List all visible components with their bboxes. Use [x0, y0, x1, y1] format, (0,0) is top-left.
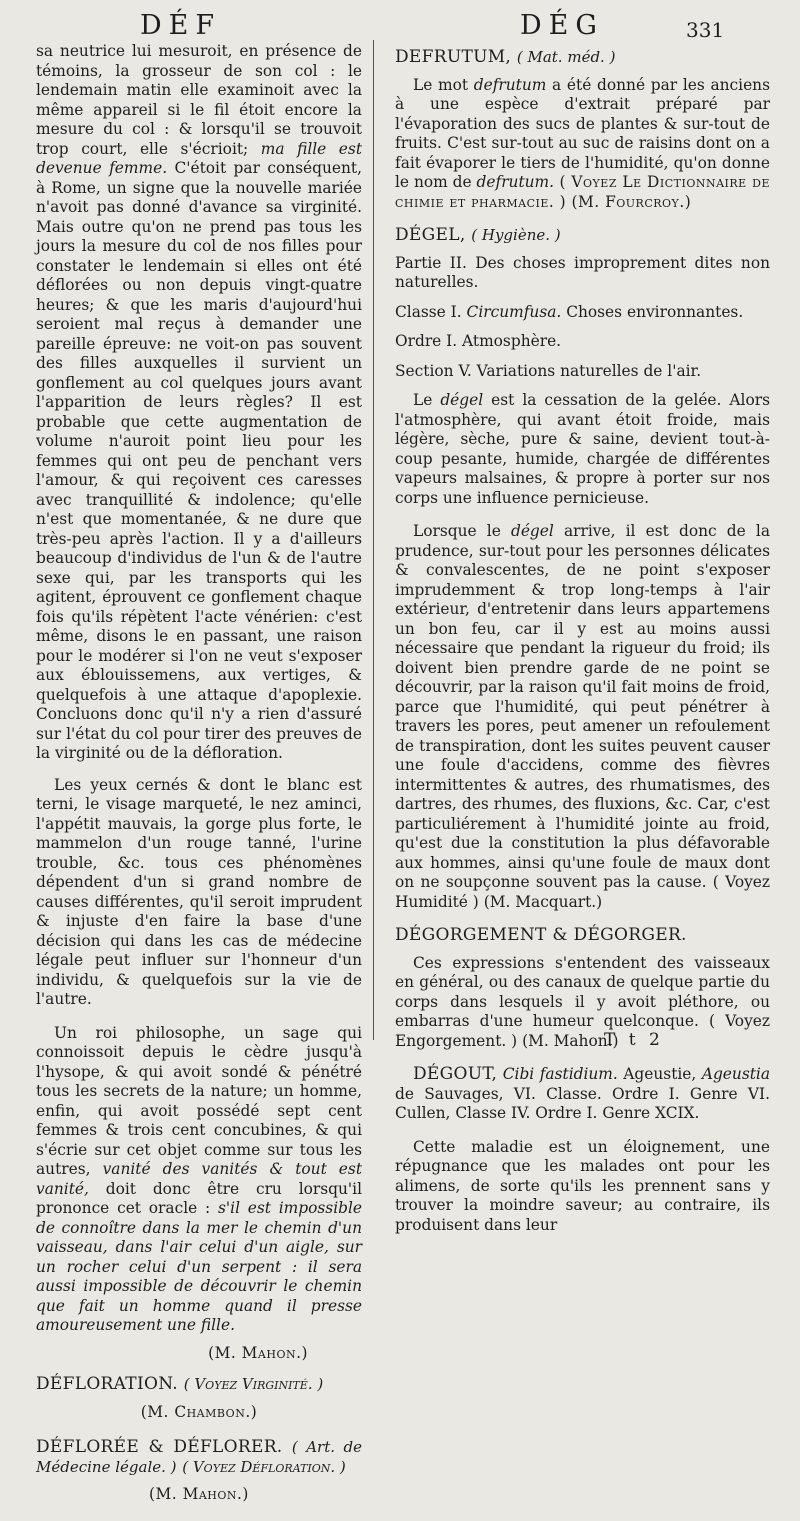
paragraph: sa neutrice lui mesuroit, en présence de témoins, la grosseur de son col : le lendemain matin elle examinoit avec la même appareil si le fil étoit encore la mesure du col : & lorsqu'il se trouvoit trop court, elle s'écrioit; ma fille est devenue femme. C'étoit par conséquent, à Rome, un signe que la nouvelle mariée n'avoit pas donné d'avance sa virginité. Mais outre qu'on ne prend pas tous les jours la mesure du col de nos filles pour constater le lendemain si elles ont été déflorées ou non depuis vingt-quatre heures; & que les maris d'aujourd'hui seroient mal reçus à demander une pareille épreuve: ne voit-on pas souvent des filles auxquelles il survient un gonflement au col quelques jours avant l'apparition de leurs règles? Il est probable que cette augmentation de volume n'auroit point lieu pour les femmes qui ont peu de penchant vers l'amour, & qui reçoivent ces caresses avec tranquillité & indolence; qu'elle n'est que momentanée, & ne dure que très-peu après l'action. Il y a d'ailleurs beaucoup d'individus de l'un & de l'autre sexe qui, par les transports qui les agitent, éprouvent ce gonflement chaque fois qu'ils répètent l'acte vénérien: c'est même, disons le en passant, une raison pour le modérer si l'on ne veut s'exposer aux éblouissemens, aux vertiges, & quelquefois à une attaque d'apoplexie. Concluons donc qu'il n'y a rien d'assuré sur l'état du col pour tirer des preuves de la virginité ou de la défloration.	[36, 42, 363, 762]
right-column	[395, 42, 770, 1249]
header-center-title: DÉG	[520, 10, 604, 41]
running-header	[0, 8, 800, 44]
paragraph: Un roi philosophe, un sage qui connoissoit depuis le cèdre jusqu'à l'hysope, & qui avoit sondé & pénétré tous les secrets de la nature; un homme, enfin, qui avoit possédé sept cent femmes & trois cent concubines, & qui s'écrie sur cet objet comme sur tous les autres, vanité des vanités & tout est vanité, doit donc être cru lorsqu'il prononce cet oracle : s'il est impossible de connoître dans la mer le chemin d'un vaisseau, dans l'air celui d'un aigle, sur un rocher celui d'un serpent : il sera aussi impossible de découvrir le chemin que fait un homme quand il presse amoureusement une fille.	[36, 1023, 362, 1334]
classification-line: Section V. Variations naturelles de l'air.	[395, 361, 702, 380]
signature-mark: T t 2	[604, 1030, 664, 1050]
paragraph: Cette maladie est un éloignement, une répugnance que les malades ont pour les alimens, de sorte qu'ils les prennent sans y trouver la moindre saveur; au contraire, ils produisent dans leur	[395, 1137, 770, 1234]
classification-line: Partie II. Des choses improprement dites non naturelles.	[395, 253, 770, 291]
classification-line: Ordre I. Atmosphère.	[395, 332, 562, 350]
paragraph: Le dégel est la cessation de la gelée. Alors l'atmosphère, qui avant étoit froide, mais légère, sèche, pure & saine, devient tout-à-coup pesante, humide, chargée de différentes vapeurs malsaines, & propre à porter sur nos corps une influence pernicieuse.	[395, 391, 770, 507]
page-number: 331	[686, 18, 725, 42]
paragraph: Ces expressions s'entendent des vaisseaux en général, ou des canaux de quelque partie du corps dans lesquels il y avoit pléthore, ou embarras d'une humeur quelconque. ( Voyez Engorgement. ) (M. Mahon.)	[395, 953, 770, 1050]
entry-heading: DÉFLORÉE & DÉFLORER. ( Art. de Médecine légale. ) ( Voyez Défloration. )	[36, 1437, 362, 1476]
attribution: (M. Mahon.)	[208, 1343, 308, 1362]
paragraph: Lorsque le dégel arrive, il est donc de la prudence, sur-tout pour les personnes délicates & convalescentes, de ne point s'exposer imprudemment & trop long-temps à l'air extérieur, d'entretenir dans leurs appartemens un bon feu, car il y est au moins aussi nécessaire que pendant la rigueur du froid; ils doivent bien prendre garde de ne point se découvrir, par la raison qu'il fait moins de froid, parce que l'humidité, qui peut pénétrer à travers les pores, peut amener un refoulement de transpiration, dont les suites peuvent causer une foule d'accidens, comme des fièvres intermittentes & autres, des rhumatismes, des dartres, des rhumes, des fluxions, &c. Car, c'est particuliérement à l'humidité jointe au froid, qu'est due la constitution la plus défavorable aux hommes, ainsi qu'une foule de maux dont on ne soupçonne souvent pas la cause. ( Voyez Humidité ) (M. Macquart.)	[395, 522, 770, 911]
left-column	[36, 42, 362, 1521]
entry-heading: DÉGEL, ( Hygiène. )	[395, 225, 561, 245]
entry-heading: DÉFLORATION. ( Voyez Virginité. )	[36, 1374, 324, 1394]
paragraph: Le mot defrutum a été donné par les anciens à une espèce d'extrait préparé par l'évaporation des sucs de plantes & sur-tout de fruits. C'est sur-tout au suc de raisins dont on a fait évaporer le tiers de l'humidité, qu'on donne le nom de defrutum. ( Voyez Le Dictionnaire de chimie et pharmacie. ) (M. Fourcroy.)	[395, 75, 770, 211]
column-divider	[373, 40, 374, 1040]
paragraph: Les yeux cernés & dont le blanc est terni, le visage marqueté, le nez aminci, l'appétit mauvais, la gorge plus forte, le mammelon d'un rouge tanné, l'urine trouble, &c. tous ces phénomènes dépendent d'un si grand nombre de causes différentes, qu'il seroit imprudent & injuste d'en faire la base d'une décision qui dans les cas de médecine légale peut influer sur l'honneur d'un individu, & quelquefois sur la vie de l'autre.	[36, 775, 362, 1008]
attribution: (M. Chambon.)	[140, 1402, 258, 1421]
classification-line: Classe I. Circumfusa. Choses environnantes.	[395, 302, 744, 321]
entry-heading: DEFRUTUM, ( Mat. méd. )	[395, 47, 616, 67]
attribution: (M. Mahon.)	[149, 1485, 249, 1503]
entry-heading: DÉGOUT, Cibi fastidium. Ageustie, Ageustia de Sauvages, VI. Classe. Ordre I. Genre VI. Cullen, Classe IV. Ordre I. Genre XCIX.	[395, 1064, 770, 1122]
header-left-title: DÉF	[140, 10, 222, 41]
entry-heading: DÉGORGEMENT & DÉGORGER.	[395, 925, 687, 945]
